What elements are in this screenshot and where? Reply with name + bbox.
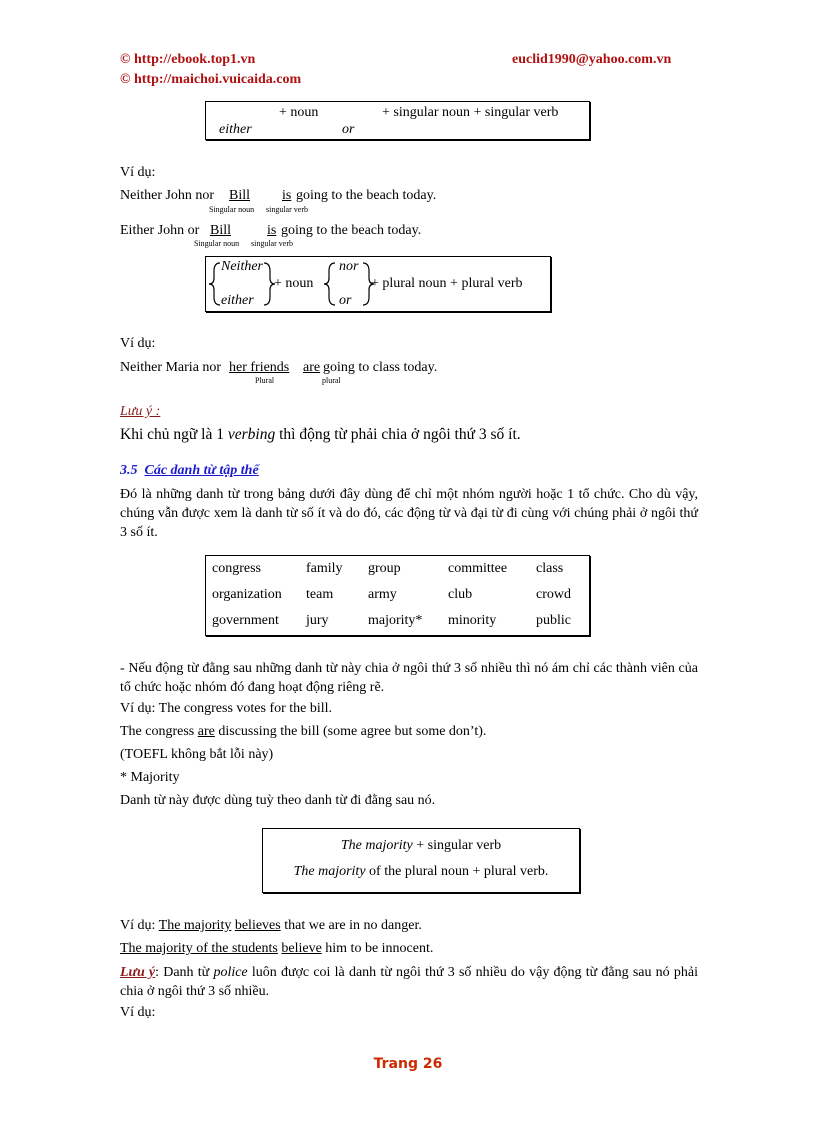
sentence-rest: going to the beach today. <box>281 223 422 238</box>
table-cell: organization <box>212 587 282 602</box>
left-brace-2 <box>324 263 335 305</box>
paragraph-plural-use: - Nếu động từ đằng sau những danh từ này chia ở ngôi thứ 3 số nhiều thì nó ám chỉ các thành viên của tổ chức hoặc nhóm đó đang hoạt động riêng rẽ. <box>120 661 698 695</box>
table-cell: public <box>536 613 571 628</box>
annotation-plural-noun: Plural <box>255 376 275 385</box>
contact-email[interactable]: euclid1990@yahoo.com.vn <box>512 52 672 67</box>
subject: The majority of the students <box>120 941 278 956</box>
box2-rule: + plural noun + plural verb <box>371 276 523 291</box>
example-label-1: Ví dụ: <box>120 165 156 180</box>
sentence-rest: discussing the bill (some agree but some don’t). <box>214 724 487 739</box>
note-text: Khi chủ ngữ là 1 <box>120 426 228 443</box>
example-label-3: Ví dụ: <box>120 1005 156 1020</box>
example-majority-believe <box>120 940 433 958</box>
rule-subject: The majority <box>340 838 413 853</box>
note-emphasis: verbing <box>227 426 276 443</box>
annotation-singular-noun: Singular noun <box>209 205 255 214</box>
toefl-note: (TOEFL không bắt lỗi này) <box>120 747 274 762</box>
example-congress-votes: Ví dụ: The congress votes for the bill. <box>120 701 333 716</box>
table-cell: group <box>368 561 401 576</box>
table-cell: class <box>536 561 564 576</box>
rule-box-majority <box>262 828 580 893</box>
table-row <box>212 556 586 582</box>
rule-box-singular <box>205 101 590 140</box>
sentence-text: Ví dụ: <box>120 918 159 933</box>
table-row <box>212 608 586 634</box>
table-cell: majority* <box>368 613 423 628</box>
note-police <box>120 963 698 1001</box>
box1-either: either <box>219 122 252 137</box>
collective-noun-table-box <box>205 555 590 636</box>
annotation-singular-noun: Singular noun <box>194 239 240 248</box>
example-sentence-either <box>120 222 422 240</box>
note-text: luôn được coi là danh từ ngôi thứ 3 số nhiều do vậy động từ đằng sau nó phải chia ở ngôi thứ 3 số nhiều. <box>120 965 698 999</box>
table-cell: team <box>306 587 334 602</box>
sentence-rest: going to class today. <box>323 360 438 375</box>
note-text-1 <box>120 426 521 444</box>
rule-subject: The majority <box>293 864 366 879</box>
subject-noun: her friends <box>229 360 290 375</box>
note-title-2: Lưu ý <box>120 965 156 980</box>
annotation-singular-verb: singular verb <box>266 205 308 214</box>
majority-description: Danh từ này được dùng tuỳ theo danh từ đi đằng sau nó. <box>120 793 436 808</box>
subject: The majority <box>158 918 232 933</box>
sentence-text: The congress <box>120 724 198 739</box>
box2-plus-noun: + noun <box>274 276 314 291</box>
note-title-1: Lưu ý : <box>120 404 161 419</box>
note-text: : Danh từ <box>155 965 214 980</box>
example-sentence-neither <box>120 187 437 205</box>
table-cell: family <box>306 561 343 576</box>
rule-text: of the plural noun + plural verb. <box>365 864 549 879</box>
annotation-singular-verb: singular verb <box>251 239 293 248</box>
majority-rule-1 <box>263 838 579 854</box>
verb: are <box>303 360 321 375</box>
table-row <box>212 582 586 608</box>
section-intro: Đó là những danh từ trong bảng dưới đây dùng để chỉ một nhóm người hoặc 1 tổ chức. Cho dù vậy, chúng vẫn được xem là danh từ số ít và do đó, các động từ và đại từ đi cùng với chúng phải ở ngôi thứ 3 số ít. <box>120 487 698 540</box>
box2-neither: Neither <box>221 259 263 274</box>
box1-rule: + singular noun + singular verb <box>382 105 559 120</box>
note-text: thì động từ phải chia ở ngôi thứ 3 số ít. <box>275 426 521 443</box>
majority-heading: * Majority <box>120 770 180 785</box>
collective-noun-table <box>212 556 586 634</box>
verb: believe <box>281 941 322 956</box>
table-cell: army <box>368 587 397 602</box>
verb: believes <box>234 918 281 933</box>
majority-rule-2 <box>263 864 579 880</box>
table-cell: congress <box>212 561 261 576</box>
note-emphasis: police <box>213 965 248 980</box>
box1-plus-noun: + noun <box>279 105 319 120</box>
table-cell: jury <box>306 613 329 628</box>
example-congress-are <box>120 723 486 741</box>
sentence-rest: that we are in no danger. <box>280 918 422 933</box>
annotation-plural-verb: plural <box>322 376 341 385</box>
subject-noun: Bill <box>229 188 251 203</box>
page-number: Trang 26 <box>373 1056 443 1072</box>
table-cell: club <box>448 587 473 602</box>
example-label-2: Ví dụ: <box>120 336 156 351</box>
example-majority-believes <box>120 917 422 935</box>
source-link-1[interactable]: © http://ebook.top1.vn <box>120 52 256 67</box>
left-brace-1 <box>209 263 220 305</box>
box2-or: or <box>339 293 352 308</box>
section-title[interactable]: Các danh từ tập thể <box>144 463 259 478</box>
sentence-text: Either John or <box>120 223 200 238</box>
example-sentence-plural <box>120 359 438 377</box>
section-number: 3.5 <box>120 463 138 478</box>
box2-either: either <box>221 293 254 308</box>
sentence-text: Neither John nor <box>120 188 215 203</box>
table-cell: government <box>212 613 279 628</box>
sentence-text: Neither Maria nor <box>120 360 222 375</box>
table-cell: committee <box>448 561 508 576</box>
sentence-rest: him to be innocent. <box>321 941 434 956</box>
verb: is <box>282 188 292 203</box>
verb: are <box>197 724 215 739</box>
box1-or: or <box>342 122 355 137</box>
verb: is <box>267 223 277 238</box>
sentence-rest: going to the beach today. <box>296 188 437 203</box>
subject-noun: Bill <box>210 223 232 238</box>
table-cell: crowd <box>536 587 571 602</box>
source-link-2[interactable]: © http://maichoi.vuicaida.com <box>120 72 302 87</box>
section-heading <box>120 462 259 480</box>
rule-text: + singular verb <box>412 838 502 853</box>
table-cell: minority <box>448 613 497 628</box>
rule-box-plural <box>205 256 551 312</box>
box2-nor: nor <box>339 259 359 274</box>
